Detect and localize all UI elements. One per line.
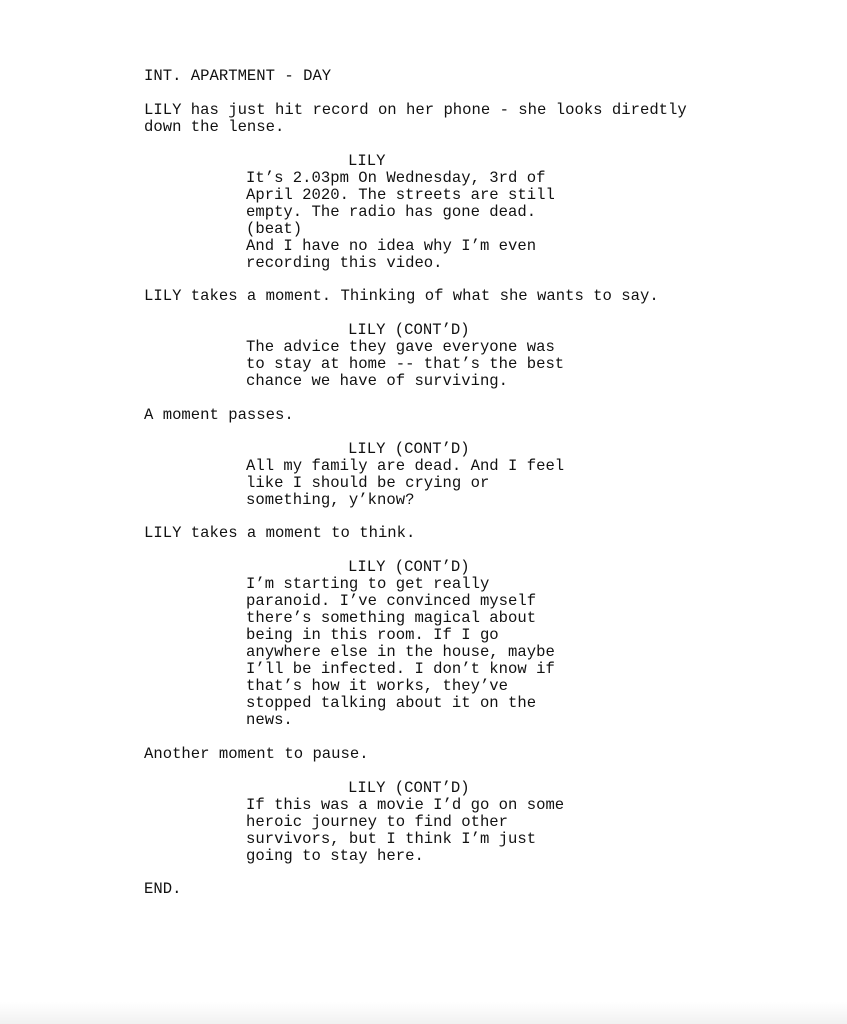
page-bottom-edge xyxy=(0,1002,847,1024)
action-line: A moment passes. xyxy=(144,406,294,424)
dialogue: It’s 2.03pm On Wednesday, 3rd of April 2020. The streets are still empty. The radio has gone dead. (beat) And I have no idea why I’m even recording this video. xyxy=(246,169,555,272)
character-name: LILY (CONT’D) xyxy=(348,440,470,458)
action-line: LILY takes a moment to think. xyxy=(144,524,416,542)
action-line: LILY takes a moment. Thinking of what she wants to say. xyxy=(144,287,659,305)
end-marker: END. xyxy=(144,880,182,898)
dialogue: The advice they gave everyone was to stay at home -- that’s the best chance we have of surviving. xyxy=(246,338,565,390)
character-name: LILY xyxy=(348,152,386,170)
action-line: LILY has just hit record on her phone - she looks diredtly down the lense. xyxy=(144,101,687,136)
character-name: LILY (CONT’D) xyxy=(348,779,470,797)
dialogue: All my family are dead. And I feel like I should be crying or something, y’know? xyxy=(246,457,565,509)
character-name: LILY (CONT’D) xyxy=(348,321,470,339)
scene-heading: INT. APARTMENT - DAY xyxy=(144,67,332,85)
action-line: Another moment to pause. xyxy=(144,745,369,763)
character-name: LILY (CONT’D) xyxy=(348,558,470,576)
dialogue: If this was a movie I’d go on some heroic journey to find other survivors, but I think I’m just going to stay here. xyxy=(246,796,565,865)
dialogue: I’m starting to get really paranoid. I’ve convinced myself there’s something magical about being in this room. If I go anywhere else in the house, maybe I’ll be infected. I don’t know if that’s how it works, they’ve stopped talking about it on the news. xyxy=(246,575,555,729)
